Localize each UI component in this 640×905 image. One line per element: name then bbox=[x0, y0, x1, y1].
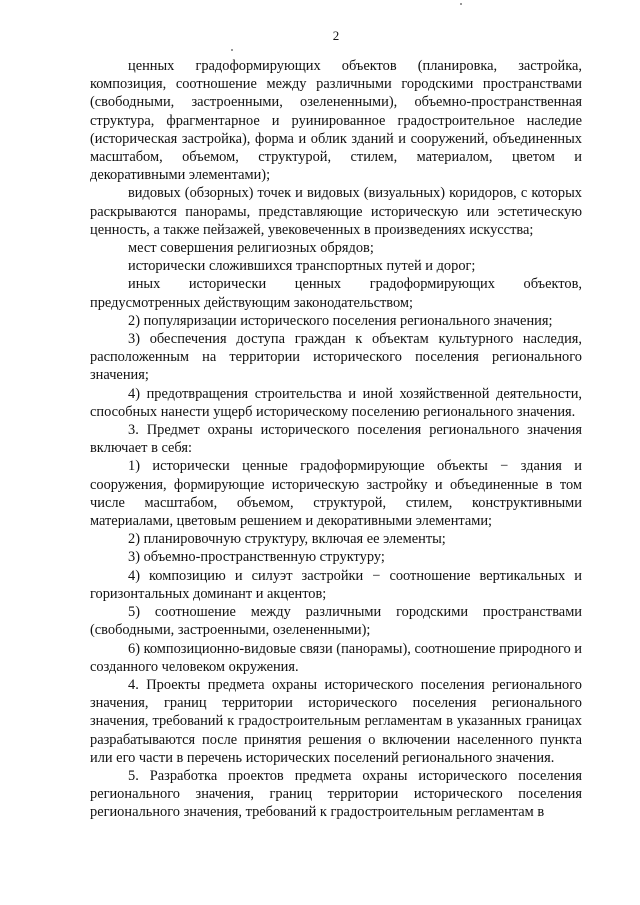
paragraph: 1) исторически ценные градоформирующие объекты − здания и сооружения, формирующие историческую застройку и объединенные в том числе масштабом, объемом, структурой, стилем, конструктивными материалами, цветовым решением и декоративными элементами; bbox=[90, 458, 582, 530]
paragraph: 2) популяризации исторического поселения регионального значения; bbox=[128, 312, 553, 329]
paragraph: 4) композицию и силуэт застройки − соотношение вертикальных и горизонтальных доминант и акцентов; bbox=[90, 567, 582, 602]
paragraph: иных исторически ценных градоформирующих объектов, предусмотренных действующим законодательством; bbox=[90, 276, 582, 311]
scan-speck bbox=[460, 3, 462, 5]
paragraph: 5. Разработка проектов предмета охраны исторического поселения регионального значения, границ территории исторического поселения регионального значения, требований к градостроительным регламентам в bbox=[90, 767, 582, 821]
scan-speck bbox=[231, 49, 233, 51]
paragraph: 3. Предмет охраны исторического поселения регионального значения включает в себя: bbox=[90, 422, 582, 457]
paragraph: 4. Проекты предмета охраны исторического поселения регионального значения, границ территории исторического поселения регионального значения, требований к градостроительным регламентам в указанных границах разрабатываются после принятия решения о включении населенного пункта или его части в перечень исторических поселений регионального значения. bbox=[90, 676, 582, 766]
paragraph: 2) планировочную структуру, включая ее элементы; bbox=[128, 531, 446, 548]
paragraph: 3) обеспечения доступа граждан к объектам культурного наследия, расположенным на территории исторического поселения регионального значения; bbox=[90, 331, 582, 384]
page-number: 2 bbox=[332, 28, 340, 43]
document-body bbox=[90, 57, 582, 822]
paragraph: 5) соотношение между различными городскими пространствами (свободными, застроенными, озелененными); bbox=[90, 604, 582, 639]
paragraph: 4) предотвращения строительства и иной хозяйственной деятельности, способных нанести ущерб историческому поселению регионального значения. bbox=[90, 385, 582, 420]
paragraph: мест совершения религиозных обрядов; bbox=[128, 240, 374, 257]
paragraph: видовых (обзорных) точек и видовых (визуальных) коридоров, с которых раскрываются панорамы, представляющие историческую или эстетическую ценность, а также пейзажей, увековеченных в произведениях искусства; bbox=[90, 185, 582, 238]
paragraph: 3) объемно-пространственную структуру; bbox=[128, 549, 385, 566]
paragraph: исторически сложившихся транспортных путей и дорог; bbox=[128, 258, 476, 275]
paragraph: ценных градоформирующих объектов (планировка, застройка, композиция, соотношение между различными городскими пространствами (свободными, застроенными, озелененными), объемно-пространственная структура, фрагментарное и руинированное градостроительное наследие (историческая застройка), форма и облик зданий и сооружений, объединенных масштабом, объемом, структурой, стилем, материалом, цветом и декоративными элементами); bbox=[90, 58, 582, 184]
paragraph: 6) композиционно-видовые связи (панорамы), соотношение природного и созданного человеком окружения. bbox=[90, 640, 582, 675]
